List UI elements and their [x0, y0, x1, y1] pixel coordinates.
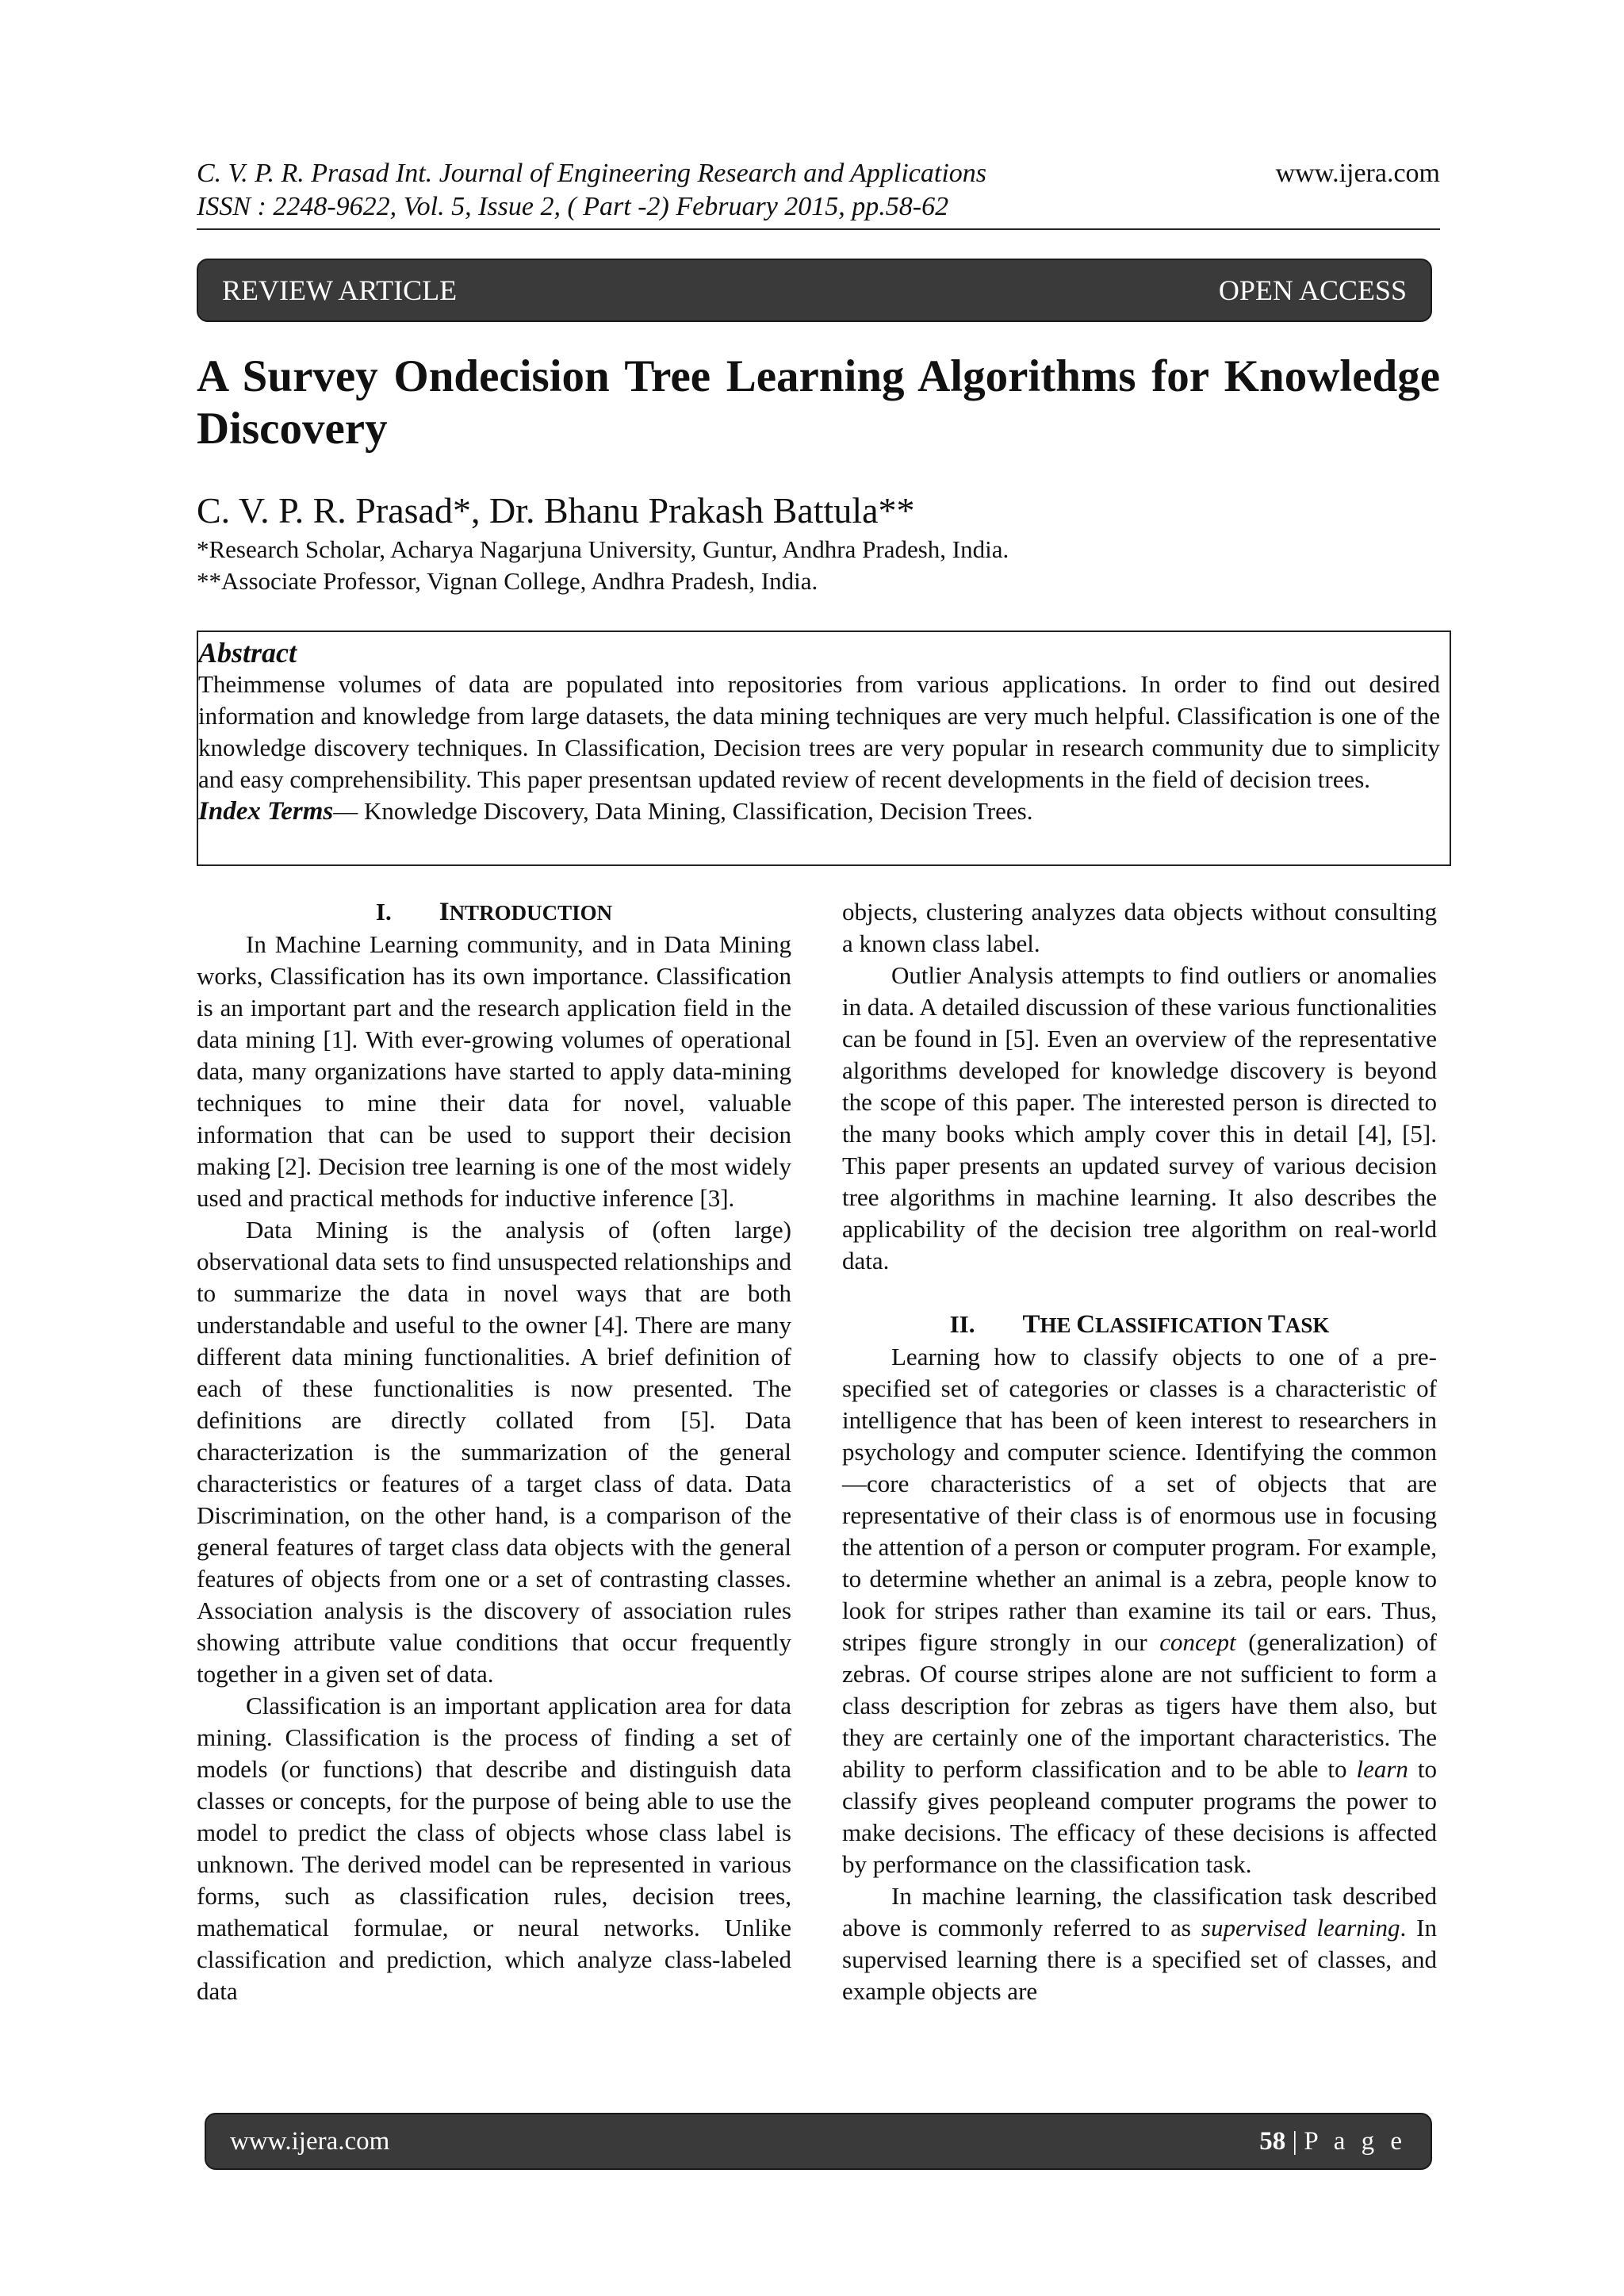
- affiliation-2: **Associate Professor, Vignan College, Andhra Pradesh, India.: [197, 567, 818, 595]
- intro-paragraph-4: objects, clustering analyzes data objects without consulting a known class label.: [842, 898, 1437, 957]
- affiliation-1: *Research Scholar, Acharya Nagarjuna University, Guntur, Andhra Pradesh, India.: [197, 535, 1009, 563]
- intro-paragraph-5: Outlier Analysis attempts to find outliers or anomalies in data. A detailed discussion of these various functionalities can be found in [5]. Even an overview of the representative algorithms developed for knowledge discovery is beyond the scope of this paper. The interested person is directed to the many books which amply cover this in detail [4], [5]. This paper presents an updated survey of various decision tree algorithms in machine learning. It also describes the applicability of the decision tree algorithm on real-world data.: [842, 961, 1437, 1274]
- intro-paragraph-2: Data Mining is the analysis of (often large) observational data sets to find unsuspected relationships and to summarize the data in novel ways that are both understandable and useful to the owner [4]. There are many different data mining functionalities. A brief definition of each of these functionalities is now presented. The definitions are directly collated from [5]. Data characterization is the summarization of the general characteristics or features of a target class of data. Data Discrimination, on the other hand, is a comparison of the general features of target class data objects with the general features of objects from one or a set of contrasting classes. Association analysis is the discovery of association rules showing attribute value conditions that occur frequently together in a given set of data.: [197, 1216, 791, 1688]
- section-2-heading: II. THE CLASSIFICATION TASK: [949, 1310, 1330, 1339]
- paper-authors: C. V. P. R. Prasad*, Dr. Bhanu Prakash Battula**: [197, 490, 915, 531]
- header-rule: [197, 228, 1440, 230]
- learn-term: learn: [1356, 1755, 1408, 1783]
- section-2-number: II.: [949, 1310, 975, 1338]
- paper-title: A Survey Ondecision Tree Learning Algorithms for Knowledge Discovery: [197, 351, 1440, 454]
- journal-citation-line-2: ISSN : 2248-9622, Vol. 5, Issue 2, ( Part -2) February 2015, pp.58-62: [197, 192, 949, 221]
- header-website: www.ijera.com: [1275, 159, 1440, 188]
- page-footer: [205, 2113, 1432, 2170]
- index-terms-label: Index Terms: [198, 797, 334, 826]
- page-number: 58: [1259, 2126, 1286, 2156]
- index-terms-list: — Knowledge Discovery, Data Mining, Classification, Decision Trees.: [333, 797, 1033, 825]
- page-number-block: 58 | P a g e: [1259, 2126, 1407, 2156]
- open-access-label: OPEN ACCESS: [1218, 274, 1407, 306]
- index-terms: [198, 795, 1440, 827]
- classification-paragraph-1: Learning how to classify objects to one of a pre-specified set of categories or classes is a characteristic of intelligence that has been of keen interest to researchers in psychology and computer science. Identifying the common ―core characteristics of a set of objects that are representative of their class is of enormous use in focusing the attention of a person or computer program. For example, to determine whether an animal is a zebra, people know to look for stripes rather than examine its tail or ears. Thus, stripes figure strongly in our concept (generalization) of zebras. Of course stripes alone are not sufficient to form a class description for zebras as tigers have them also, but they are certainly one of the important characteristics. The ability to perform classification and to be able to learn to classify gives peopleand computer programs the power to make decisions. The efficacy of these decisions is affected by performance on the classification task.: [842, 1343, 1437, 1878]
- concept-term: concept: [1159, 1628, 1236, 1656]
- page-label: P a g e: [1304, 2126, 1407, 2156]
- article-type-banner: [197, 259, 1432, 322]
- review-article-label: REVIEW ARTICLE: [222, 274, 458, 306]
- right-column: [842, 896, 1437, 2007]
- intro-paragraph-3: Classification is an important application area for data mining. Classification is the process of finding a set of models (or functions) that describe and distinguish data classes or concepts, for the purpose of being able to use the model to predict the class of objects whose class label is unknown. The derived model can be represented in various forms, such as classification rules, decision trees, mathematical formulae, or neural networks. Unlike classification and prediction, which analyze class-labeled data: [197, 1692, 791, 2005]
- left-column: [197, 896, 791, 2007]
- abstract-box: [197, 631, 1451, 866]
- section-1-number: I.: [375, 898, 392, 926]
- section-1-heading: I. INTRODUCTION: [375, 898, 613, 926]
- abstract-body: Theimmense volumes of data are populated into repositories from various applications. In order to find out desired information and knowledge from large datasets, the data mining techniques are very much helpful. Classification is one of the knowledge discovery techniques. In Classification, Decision trees are very popular in research community due to simplicity and easy comprehensibility. This paper presentsan updated review of recent developments in the field of decision trees.: [198, 670, 1440, 793]
- journal-citation-line-1: C. V. P. R. Prasad Int. Journal of Engineering Research and Applications: [197, 159, 987, 188]
- section-gap: [842, 1277, 1437, 1309]
- intro-paragraph-1: In Machine Learning community, and in Data Mining works, Classification has its own importance. Classification is an important part and the research application field in the data mining [1]. With ever-growing volumes of operational data, many organizations have started to apply data-mining techniques to mine their data for novel, valuable information that can be used to support their decision making [2]. Decision tree learning is one of the most widely used and practical methods for inductive inference [3].: [197, 930, 791, 1212]
- footer-website: www.ijera.com: [230, 2126, 390, 2156]
- abstract-heading: Abstract: [198, 637, 297, 669]
- classification-paragraph-2: In machine learning, the classification task described above is commonly referred to as supervised learning. In supervised learning there is a specified set of classes, and example objects are: [842, 1882, 1437, 2005]
- supervised-learning-term: supervised learning: [1201, 1914, 1400, 1941]
